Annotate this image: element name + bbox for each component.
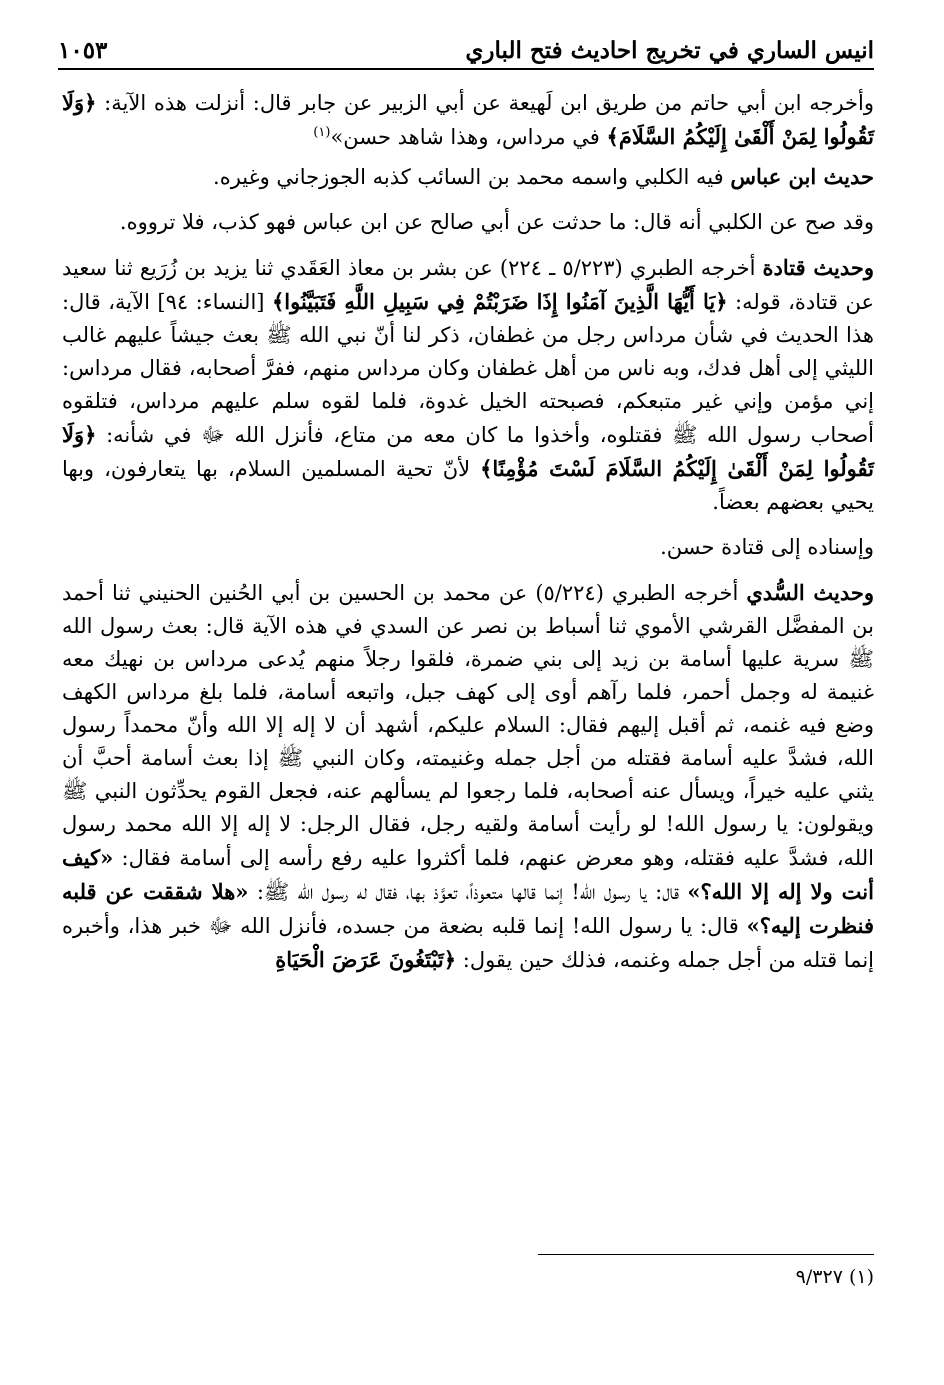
hadith-heading: وحديث السُّدي bbox=[746, 580, 874, 605]
paragraph-text: قال: يا رسول الله! إنما قلبه بضعة من جسده، فأنزل الله ﷻ خبر هذا، وأخبره إنما قتله من أجل جمله وغنمه، فذلك حين يقول: bbox=[62, 914, 874, 972]
page-number: ١٠٥٣ bbox=[58, 37, 108, 64]
prophetic-quote: «هلا شققت عن قلبه فنظرت إليه؟» bbox=[62, 879, 874, 938]
book-title: انيس الساري في تخريج احاديث فتح الباري bbox=[465, 37, 874, 64]
paragraph-ibn-abi-hatim bbox=[62, 86, 874, 154]
quran-verse: ﴿وَلَا تَقُولُوا لِمَنْ أَلْقَىٰ إِلَيْكُمُ السَّلَامَ﴾ bbox=[62, 90, 874, 149]
hadith-heading: وحديث قتادة bbox=[762, 255, 875, 280]
footnote: (١) ٩/٣٢٧ bbox=[795, 1266, 874, 1288]
paragraph-suddi bbox=[62, 576, 874, 977]
paragraph-text: قال: يا رسول الله! إنما قالها متعوذاً، تعوَّذ بها، فقال له رسول الله ﷺ: bbox=[248, 880, 688, 904]
paragraph-text: وأخرجه ابن أبي حاتم من طريق ابن لَهيعة عن أبي الزبير عن جابر قال: أنزلت هذه الآية: bbox=[96, 91, 874, 115]
paragraph-kalbi bbox=[62, 206, 874, 239]
quran-verse: ﴿يَا أَيُّهَا الَّذِينَ آمَنُوا إِذَا ضَرَبْتُمْ فِي سَبِيلِ اللَّهِ فَتَبَيَّنُوا﴾ bbox=[271, 289, 728, 314]
paragraph-text: في مرداس، وهذا شاهد حسن» bbox=[330, 125, 607, 149]
footnote-divider bbox=[538, 1254, 874, 1255]
paragraph-qatada bbox=[62, 251, 874, 519]
main-text bbox=[62, 86, 874, 989]
paragraph-text: وإسناده إلى قتادة حسن. bbox=[660, 535, 874, 559]
prophetic-quote: «كيف أنت ولا إله إلا الله؟» bbox=[62, 845, 874, 904]
paragraph-text: لأنّ تحية المسلمين السلام، بها يتعارفون، وبها يحيي بعضهم بعضاً. bbox=[62, 457, 874, 514]
paragraph-text: وقد صح عن الكلبي أنه قال: ما حدثت عن أبي صالح عن ابن عباس فهو كذب، فلا ترووه. bbox=[119, 210, 874, 234]
footnote-reference: (١) bbox=[313, 125, 331, 140]
paragraph-qatada-isnad bbox=[62, 531, 874, 564]
paragraph-text: أخرجه الطبري (٥/٢٢٤) عن محمد بن الحسين بن أبي الحُنين الحنيني ثنا أحمد بن المفضَّل القرشي الأموي ثنا أسباط بن نصر عن السدي في هذه الآية قال: بعث رسول الله ﷺ سرية عليها أسامة بن زيد إلى بني ضمرة، فلقوا رجلاً منهم يُدعى مرداس بن نهيك معه غنيمة له وجمل أحمر، فلما رآهم أوى إلى كهف جبل، واتبعه أسامة، فلما بلغ مرداس الكهف وضع فيه غنمه، ثم أقبل إليهم فقال: السلام عليكم، أشهد أن لا إله إلا الله وأنّ محمداً رسول الله، فشدَّ عليه أسامة فقتله من أجل جمله وغنيمته، وكان النبي ﷺ إذا بعث أسامة أحبَّ أن يثني عليه خيراً، ويسأل عنه أصحابه، فلما رجعوا لم يسألهم عنه، فجعل القوم يحدِّثون النبي ﷺ ويقولون: يا رسول الله! لو رأيت أسامة ولقيه رجل، فقال الرجل: لا إله إلا الله محمد رسول الله، فشدَّ عليه فقتله، وهو معرض عنهم، فلما أكثروا عليه رفع رأسه إلى أسامة فقال: bbox=[62, 581, 874, 870]
paragraph-ibn-abbas bbox=[62, 160, 874, 194]
hadith-heading: حديث ابن عباس bbox=[730, 164, 874, 189]
quran-verse: ﴿تَبْتَغُونَ عَرَضَ الْحَيَاةِ bbox=[275, 947, 457, 972]
paragraph-text: أخرجه الطبري (٥/٢٢٣ ـ ٢٢٤) عن بشر بن معاذ العَقَدي ثنا يزيد بن زُرَيع ثنا سعيد عن قتادة، قوله: bbox=[62, 256, 874, 314]
paragraph-text: [النساء: ٩٤] الآية، قال: هذا الحديث في شأن مرداس رجل من غطفان، ذكر لنا أنّ نبي الله ﷺ بعث جيشاً عليهم غالب الليثي إلى أهل فدك، وبه ناس من أهل غطفان وكان مرداس منهم، ففرَّ أصحابه، فقال مرداس: إني مؤمن وإني غير متبعكم، فصبحته الخيل غدوة، فلما لقوه سلم عليهم مرداس، فتلقوه أصحاب رسول الله ﷺ فقتلوه، وأخذوا ما كان معه من متاع، فأنزل الله ﷻ في شأنه: bbox=[62, 290, 874, 447]
running-header bbox=[58, 28, 874, 70]
quran-verse: ﴿وَلَا تَقُولُوا لِمَنْ أَلْقَىٰ إِلَيْكُمُ السَّلَامَ لَسْتَ مُؤْمِنًا﴾ bbox=[62, 422, 874, 481]
paragraph-text: فيه الكلبي واسمه محمد بن السائب كذبه الجوزجاني وغيره. bbox=[213, 165, 731, 189]
